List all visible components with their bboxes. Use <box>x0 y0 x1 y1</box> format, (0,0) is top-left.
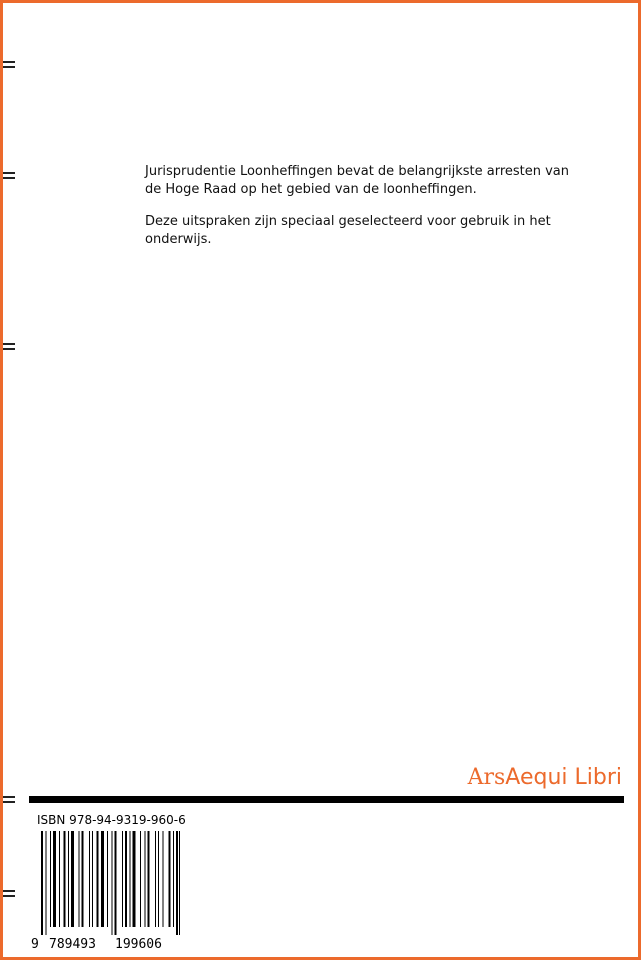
barcode-bar <box>179 831 180 935</box>
barcode-bar <box>148 831 150 927</box>
barcode-bar <box>169 831 171 927</box>
edge-mark <box>3 343 15 350</box>
barcode-bar <box>163 831 164 927</box>
horizontal-rule <box>29 796 624 803</box>
blurb-paragraph-1: Jurisprudentie Loonheffingen bevat de belangrijkste arresten van de Hoge Raad op het gebied van de loonheffingen. <box>145 164 570 197</box>
edge-mark <box>3 890 15 897</box>
barcode-bar <box>68 831 69 927</box>
barcode-bar <box>107 831 108 927</box>
barcode-digits-right: 199606 <box>115 937 162 952</box>
barcode-bar <box>112 831 113 935</box>
barcode-bar <box>92 831 93 927</box>
barcode-bar <box>89 831 90 927</box>
edge-mark <box>3 61 15 68</box>
barcode-bar <box>176 831 178 935</box>
isbn-barcode <box>29 829 185 953</box>
barcode-digits-left: 789493 <box>49 937 96 952</box>
publisher-logo-ars: Ars <box>467 765 506 790</box>
publisher-logo-aequi-libri: Aequi Libri <box>505 765 622 790</box>
barcode-bar <box>50 831 51 927</box>
barcode-bar <box>71 831 74 927</box>
barcode-bar <box>173 831 174 927</box>
back-cover-blurb <box>145 163 575 263</box>
barcode-bar <box>158 831 159 927</box>
barcode-bar <box>41 831 43 935</box>
publisher-logo <box>468 765 622 791</box>
edge-mark <box>3 796 15 803</box>
barcode-bar <box>59 831 60 927</box>
barcode-bar <box>155 831 156 927</box>
barcode-bar <box>145 831 146 927</box>
barcode-bar <box>82 831 84 927</box>
barcode-bar <box>133 831 136 927</box>
isbn-label: ISBN 978-94-9319-960-6 <box>37 813 186 827</box>
blurb-paragraph-2: Deze uitspraken zijn speciaal geselecteerd voor gebruik in het onderwijs. <box>145 214 551 247</box>
barcode-bar <box>79 831 80 927</box>
barcode-bar <box>140 831 141 927</box>
barcode-bar <box>46 831 47 935</box>
barcode-bar <box>97 831 99 927</box>
barcode-digit-first: 9 <box>31 937 39 952</box>
barcode-bar <box>53 831 56 927</box>
barcode-bar <box>122 831 123 927</box>
barcode-bar <box>130 831 131 927</box>
barcode-bar <box>115 831 117 935</box>
barcode-bar <box>125 831 127 927</box>
barcode-bar <box>101 831 104 927</box>
edge-mark <box>3 172 15 179</box>
barcode-bar <box>64 831 66 927</box>
